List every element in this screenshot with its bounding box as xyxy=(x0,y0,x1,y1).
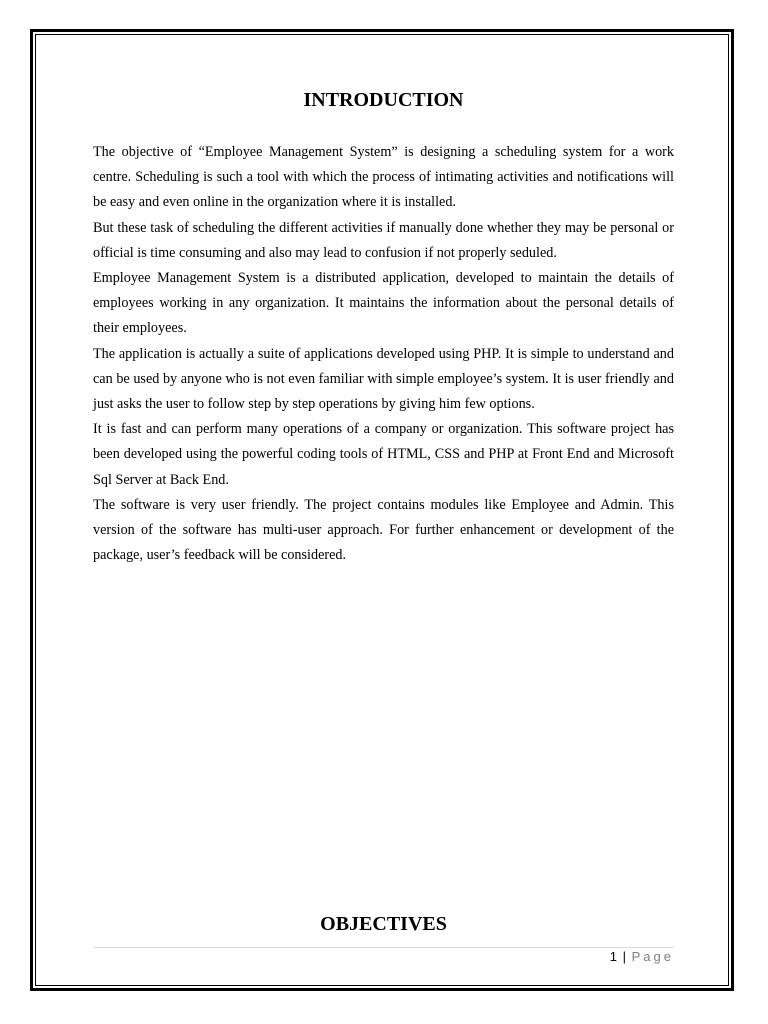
paragraph-tools: It is fast and can perform many operations of a company or organization. This software project has been developed using the powerful coding tools of HTML, CSS and PHP at Front End and Microsoft Sql Server at Back End. xyxy=(93,421,674,488)
paragraph-objective: The objective of “Employee Management System” is designing a scheduling system for a work centre. Scheduling is such a tool with which the process of intimating activities and notifications will be easy and even online in the organization where it is installed. xyxy=(93,144,674,211)
objectives-heading: OBJECTIVES xyxy=(320,913,447,935)
page-footer xyxy=(93,948,674,966)
paragraph-system-description: Employee Management System is a distributed application, developed to maintain the details of employees working in any organization. It maintains the information about the personal details of their employees. xyxy=(93,270,674,337)
paragraph-application-suite: The application is actually a suite of applications developed using PHP. It is simple to understand and can be used by anyone who is not even familiar with simple employee’s system. It is user friendly and just asks the user to follow step by step operations by giving him few options. xyxy=(93,345,674,413)
footer-separator: | xyxy=(622,949,626,964)
document-body xyxy=(93,86,674,568)
objectives-section xyxy=(93,910,674,938)
paragraph-manual-scheduling: But these task of scheduling the different activities if manually done whether they may be personal or official is time consuming and also may lead to confusion if not properly seduled. xyxy=(93,219,674,261)
page-label: Page xyxy=(631,949,674,964)
paragraph-modules: The software is very user friendly. The project contains modules like Employee and Admin. This version of the software has multi-user approach. For further enhancement or development of the package, user’s feedback will be considered. xyxy=(93,496,674,564)
introduction-heading: INTRODUCTION xyxy=(303,89,464,111)
page-number: 1 xyxy=(609,949,617,964)
